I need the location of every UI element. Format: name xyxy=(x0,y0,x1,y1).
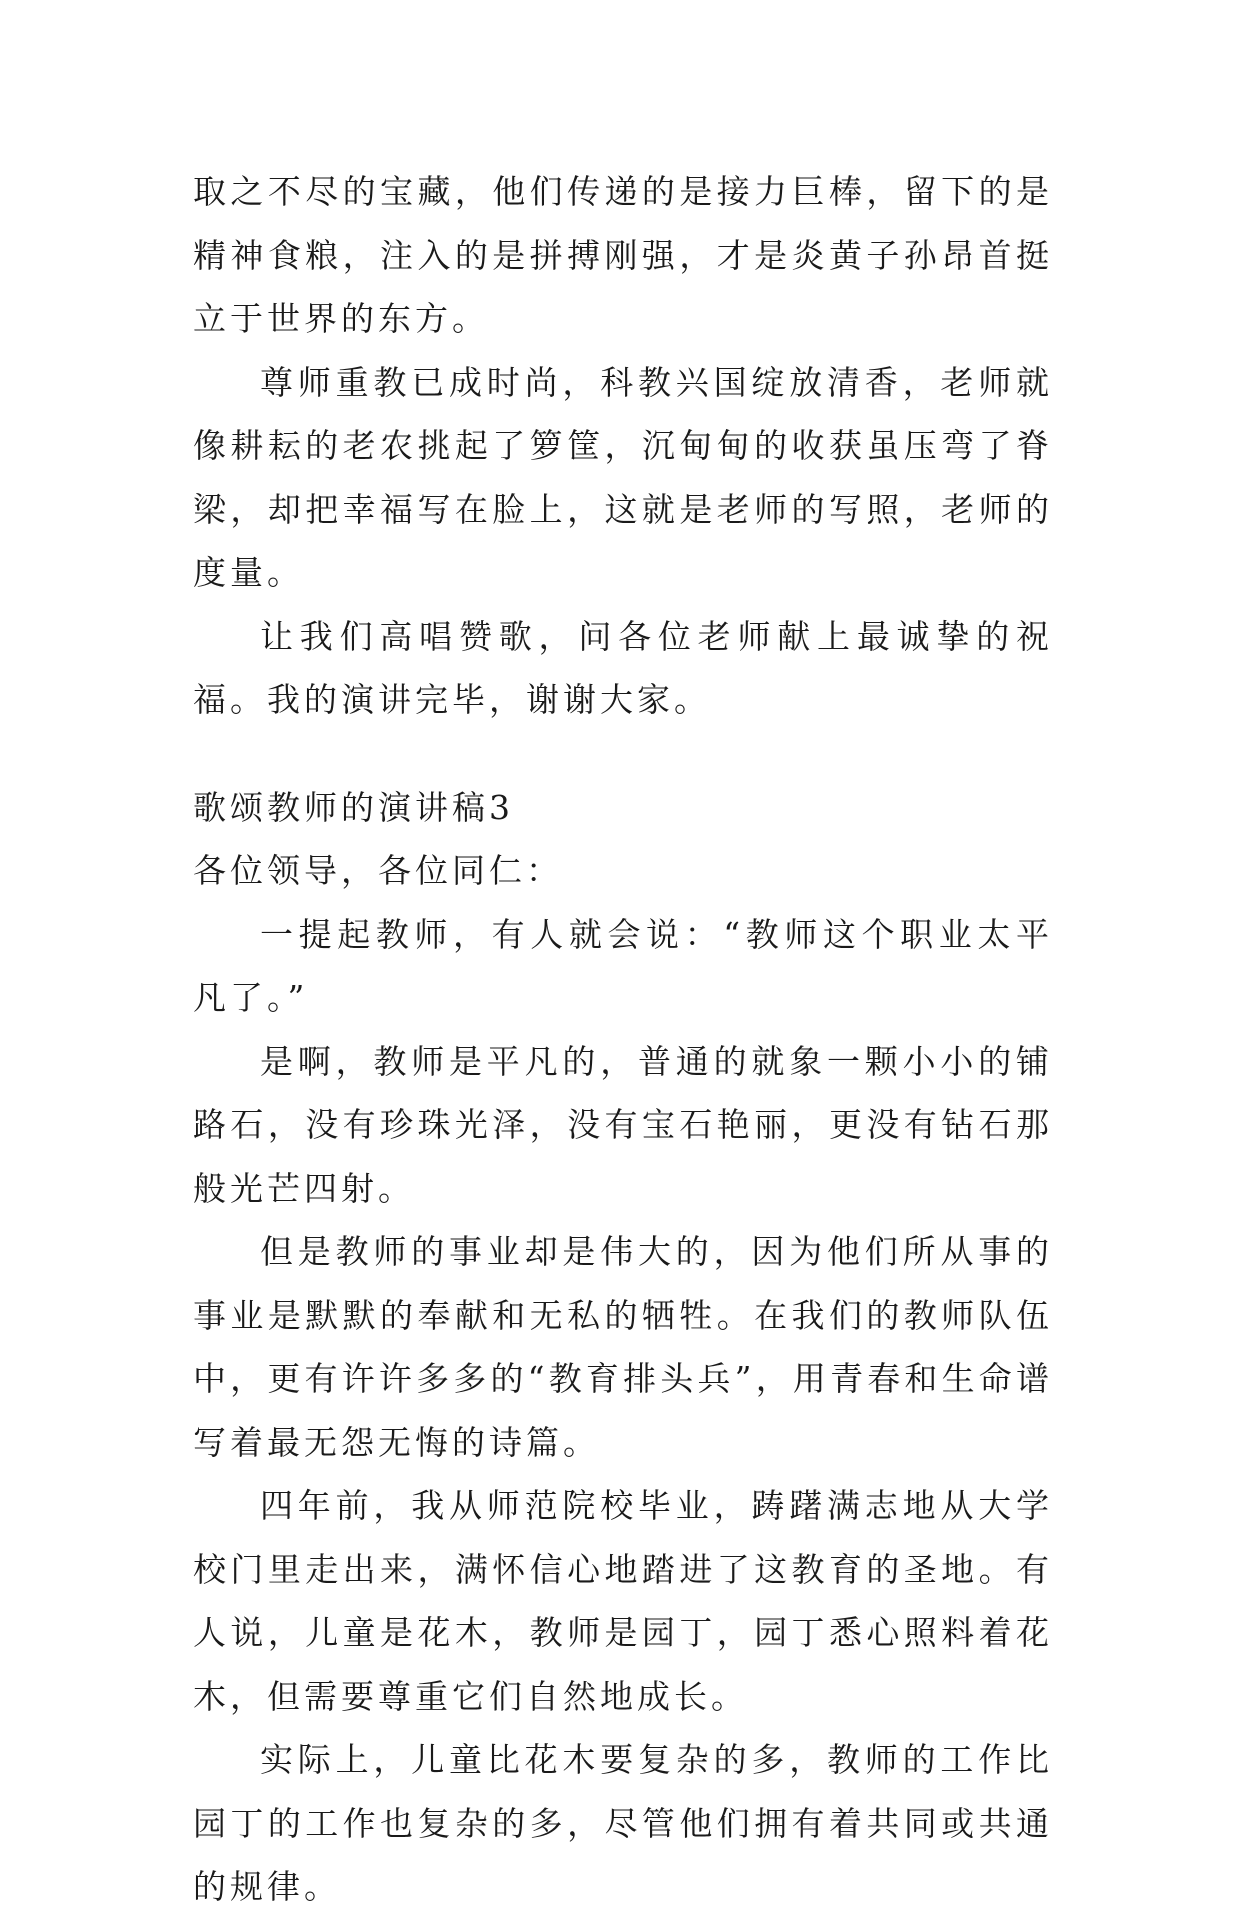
paragraph: 一提起教师，有人就会说：“教师这个职业太平凡了。” xyxy=(193,914,1053,1017)
paragraph: 取之不尽的宝藏，他们传递的是接力巨棒，留下的是精神食粮，注入的是拼搏刚强，才是炎黄子孙昂首挺立于世界的东方。 xyxy=(193,172,1053,338)
paragraph: 实际上，儿童比花木要复杂的多，教师的工作比园丁的工作也复杂的多，尽管他们拥有着共同或共通的规律。 xyxy=(193,1740,1053,1906)
paragraph: 是啊，教师是平凡的，普通的就象一颗小小的铺路石，没有珍珠光泽，没有宝石艳丽，更没有钻石那般光芒四射。 xyxy=(193,1041,1053,1208)
paragraph: 四年前，我从师范院校毕业，踌躇满志地从大学校门里走出来，满怀信心地踏进了这教育的圣地。有人说，儿童是花木，教师是园丁，园丁悉心照料着花木，但需要尊重它们自然地成长。 xyxy=(193,1486,1053,1716)
paragraph: 但是教师的事业却是伟大的，因为他们所从事的事业是默默的奉献和无私的牺牲。在我们的教师队伍中，更有许许多多的“教育排头兵”，用青春和生命谱写着最无怨无悔的诗篇。 xyxy=(193,1232,1053,1462)
salutation: 各位领导，各位同仁： xyxy=(193,851,563,890)
document-body xyxy=(193,160,1053,1919)
paragraph: 尊师重教已成时尚，科教兴国绽放清香，老师就像耕耘的老农挑起了箩筐，沉甸甸的收获虽压弯了脊梁，却把幸福写在脸上，这就是老师的写照，老师的度量。 xyxy=(193,362,1053,592)
paragraph: 让我们高唱赞歌，问各位老师献上最诚挚的祝福。我的演讲完毕，谢谢大家。 xyxy=(193,616,1053,719)
section-spacer xyxy=(193,732,1053,776)
section-title: 歌颂教师的演讲稿3 xyxy=(193,787,514,827)
